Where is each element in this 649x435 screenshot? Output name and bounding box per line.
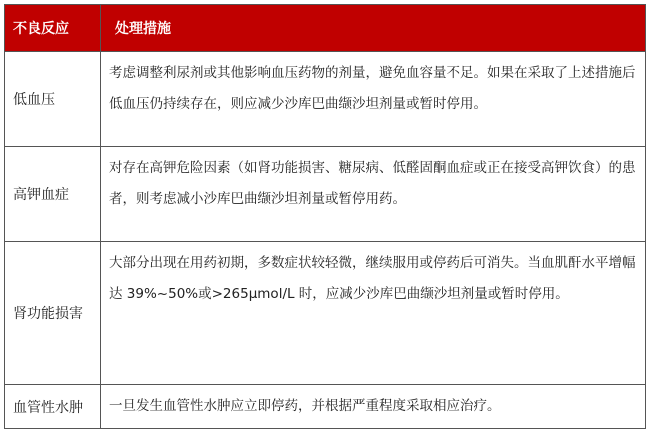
measure-cell: 大部分出现在用药初期，多数症状较轻微，继续服用或停药后可消失。当血肌酐水平增幅达 39%~50%或>265μmol/L 时，应减少沙库巴曲缬沙坦剂量或暂时停用。 (101, 242, 646, 385)
measure-cell: 对存在高钾危险因素（如肾功能损害、糖尿病、低醛固酮血症或正在接受高钾饮食）的患者，则考虑减小沙库巴曲缬沙坦剂量或暂停用药。 (101, 147, 646, 242)
table-header-row (5, 5, 646, 52)
header-adverse-reaction: 不良反应 (5, 5, 101, 52)
table-row (5, 385, 646, 429)
measure-cell: 一旦发生血管性水肿应立即停药，并根据严重程度采取相应治疗。 (101, 385, 646, 429)
reaction-cell: 低血压 (5, 52, 101, 147)
reaction-cell: 高钾血症 (5, 147, 101, 242)
table-row (5, 52, 646, 147)
table-row (5, 147, 646, 242)
adverse-reaction-table (4, 4, 646, 429)
table-row (5, 242, 646, 385)
header-treatment-measure: 处理措施 (101, 5, 646, 52)
measure-cell: 考虑调整利尿剂或其他影响血压药物的剂量，避免血容量不足。如果在采取了上述措施后低血压仍持续存在，则应减少沙库巴曲缬沙坦剂量或暂时停用。 (101, 52, 646, 147)
reaction-cell: 肾功能损害 (5, 242, 101, 385)
reaction-cell: 血管性水肿 (5, 385, 101, 429)
